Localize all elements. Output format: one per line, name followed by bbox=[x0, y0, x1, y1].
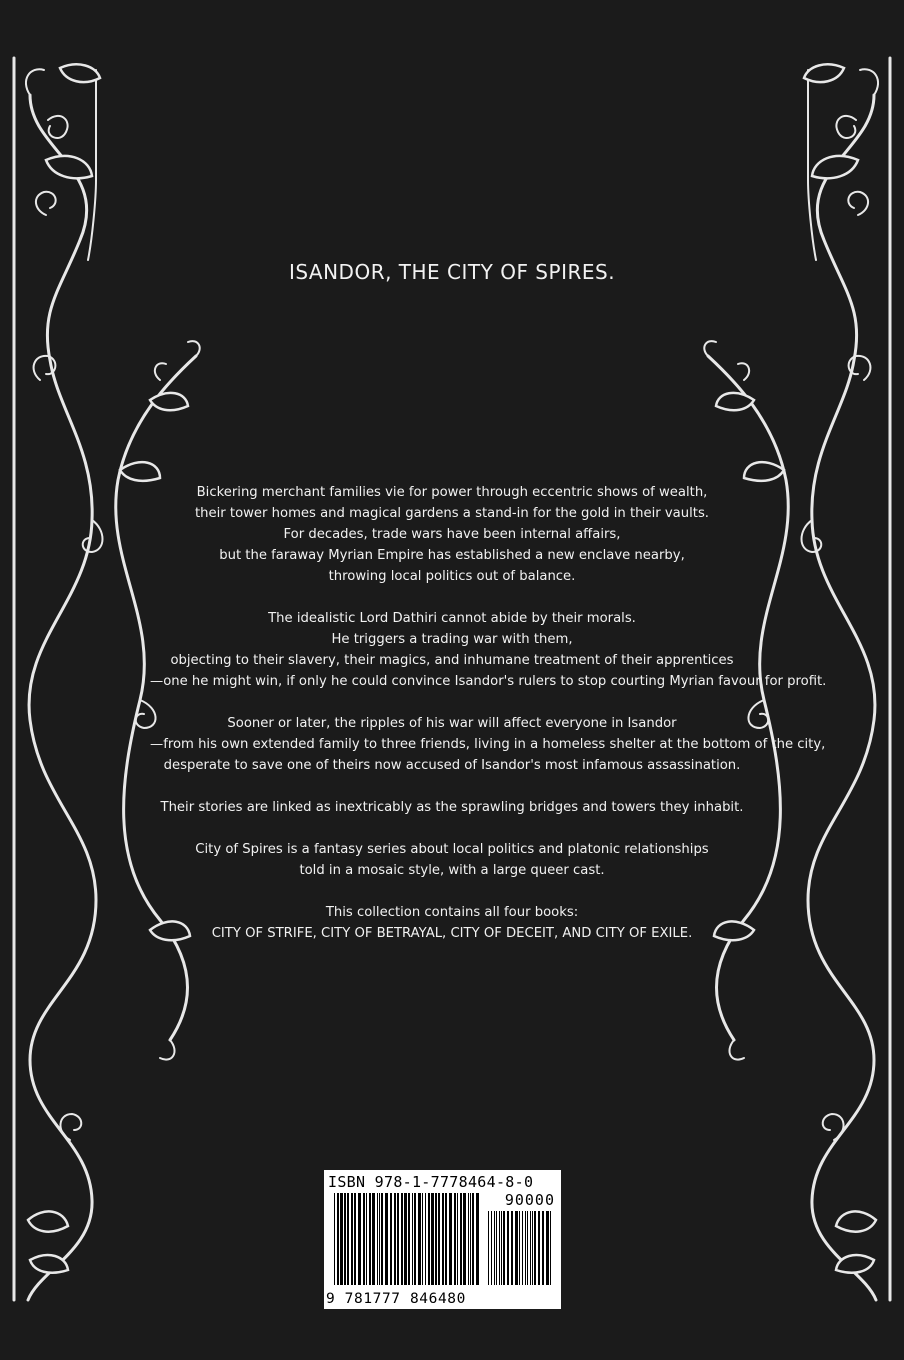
barcode-bar bbox=[428, 1193, 430, 1285]
barcode-bar bbox=[522, 1211, 523, 1285]
barcode-bar bbox=[394, 1193, 396, 1285]
barcode-bar bbox=[463, 1193, 466, 1285]
blurb-line: For decades, trade wars have been internal affairs, bbox=[283, 527, 621, 542]
barcode-bar bbox=[425, 1193, 426, 1285]
barcode-bar bbox=[501, 1211, 502, 1285]
ean-barcode-bars bbox=[334, 1193, 484, 1285]
barcode-bar bbox=[470, 1193, 471, 1285]
barcode-bar bbox=[431, 1193, 434, 1285]
blurb-paragraph bbox=[150, 839, 754, 881]
blurb-paragraph bbox=[150, 482, 754, 587]
barcode-bar bbox=[347, 1193, 349, 1285]
blurb-paragraph bbox=[150, 797, 754, 818]
barcode-bar bbox=[390, 1193, 392, 1285]
barcode-bar bbox=[340, 1193, 343, 1285]
blurb-line: desperate to save one of theirs now accused of Isandor's most infamous assassination. bbox=[163, 758, 741, 773]
barcode-bar bbox=[530, 1211, 531, 1285]
barcode-bar bbox=[385, 1193, 388, 1285]
addon-barcode-bars bbox=[488, 1211, 556, 1285]
barcode-bar bbox=[525, 1211, 526, 1285]
barcode-bar bbox=[379, 1193, 380, 1285]
barcode-bar bbox=[457, 1193, 458, 1285]
barcode-bar bbox=[496, 1211, 497, 1285]
barcode-bar bbox=[354, 1193, 356, 1285]
barcode-bar bbox=[334, 1193, 335, 1285]
barcode-bar bbox=[476, 1193, 479, 1285]
barcode-bar bbox=[422, 1193, 423, 1285]
barcode-bar bbox=[468, 1193, 469, 1285]
barcode-bar bbox=[538, 1211, 540, 1285]
blurb-line: CITY OF STRIFE, CITY OF BETRAYAL, CITY OF DECEIT, AND CITY OF EXILE. bbox=[211, 926, 693, 941]
blurb-line: Their stories are linked as inextricably as the sprawling bridges and towers they inhabit. bbox=[160, 800, 744, 815]
barcode-bar bbox=[515, 1211, 518, 1285]
barcode-bar bbox=[454, 1193, 456, 1285]
blurb-line: their tower homes and magical gardens a stand-in for the gold in their vaults. bbox=[194, 506, 710, 521]
barcode-bar bbox=[412, 1193, 413, 1285]
barcode-bar bbox=[491, 1211, 492, 1285]
blurb-text bbox=[150, 482, 827, 965]
barcode-bar bbox=[414, 1193, 416, 1285]
blurb-line: —from his own extended family to three friends, living in a homeless shelter at the bottom of the city, bbox=[150, 737, 826, 752]
barcode-bar bbox=[449, 1193, 452, 1285]
barcode-bar bbox=[511, 1211, 513, 1285]
barcode-bar bbox=[377, 1193, 378, 1285]
barcode-bar bbox=[460, 1193, 462, 1285]
left-frame-ornament bbox=[14, 58, 103, 1300]
barcode-bar bbox=[372, 1193, 375, 1285]
barcode-bar bbox=[363, 1193, 365, 1285]
barcode-bar bbox=[401, 1193, 403, 1285]
barcode-bar bbox=[546, 1211, 549, 1285]
barcode-bar bbox=[488, 1211, 489, 1285]
headline: ISANDOR, THE CITY OF SPIRES. bbox=[288, 260, 616, 284]
blurb-line: —one he might win, if only he could convince Isandor's rulers to stop courting Myrian favour for profit. bbox=[150, 674, 827, 689]
barcode-bar bbox=[442, 1193, 444, 1285]
blurb-line: He triggers a trading war with them, bbox=[331, 632, 573, 647]
barcode-bar bbox=[503, 1211, 505, 1285]
barcode-bar bbox=[408, 1193, 410, 1285]
barcode-bar bbox=[550, 1211, 551, 1285]
barcode-bar bbox=[519, 1211, 520, 1285]
barcode-bar bbox=[337, 1193, 339, 1285]
blurb-line: throwing local politics out of balance. bbox=[328, 569, 576, 584]
barcode-bar bbox=[472, 1193, 474, 1285]
barcode-bar bbox=[438, 1193, 440, 1285]
barcode-bar bbox=[445, 1193, 447, 1285]
barcode-bar bbox=[366, 1193, 367, 1285]
blurb-line: City of Spires is a fantasy series about local politics and platonic relationships bbox=[195, 842, 709, 857]
blurb-line: This collection contains all four books: bbox=[325, 905, 579, 920]
blurb-paragraph bbox=[150, 713, 826, 776]
price-code: 90000 bbox=[504, 1191, 555, 1209]
blurb-line: told in a mosaic style, with a large queer cast. bbox=[299, 863, 605, 878]
barcode-bar bbox=[534, 1211, 536, 1285]
barcode-bar bbox=[532, 1211, 533, 1285]
barcode-bar bbox=[499, 1211, 500, 1285]
barcode-bar bbox=[358, 1193, 361, 1285]
blurb-line: objecting to their slavery, their magics, and inhumane treatment of their apprentices bbox=[170, 653, 734, 668]
barcode-bar bbox=[381, 1193, 383, 1285]
barcode-bar bbox=[369, 1193, 371, 1285]
ean-digits: 9 781777 846480 bbox=[326, 1291, 466, 1307]
blurb-line: but the faraway Myrian Empire has established a new enclave nearby, bbox=[219, 548, 685, 563]
blurb-line: Sooner or later, the ripples of his war will affect everyone in Isandor bbox=[227, 716, 677, 731]
barcode-bar bbox=[507, 1211, 509, 1285]
blurb-paragraph bbox=[150, 608, 827, 692]
barcode-bar bbox=[494, 1211, 495, 1285]
barcode-bar bbox=[404, 1193, 407, 1285]
isbn-barcode bbox=[324, 1170, 561, 1309]
barcode-bar bbox=[435, 1193, 437, 1285]
barcode-bar bbox=[344, 1193, 346, 1285]
blurb-line: The idealistic Lord Dathiri cannot abide by their morals. bbox=[268, 611, 636, 626]
barcode-bar bbox=[397, 1193, 399, 1285]
barcode-bar bbox=[351, 1193, 353, 1285]
barcode-bar bbox=[418, 1193, 421, 1285]
blurb-line: Bickering merchant families vie for power through eccentric shows of wealth, bbox=[196, 485, 708, 500]
barcode-bar bbox=[527, 1211, 528, 1285]
isbn-label: ISBN 978-1-7778464-8-0 bbox=[328, 1173, 534, 1191]
blurb-paragraph bbox=[150, 902, 754, 944]
barcode-bar bbox=[542, 1211, 544, 1285]
